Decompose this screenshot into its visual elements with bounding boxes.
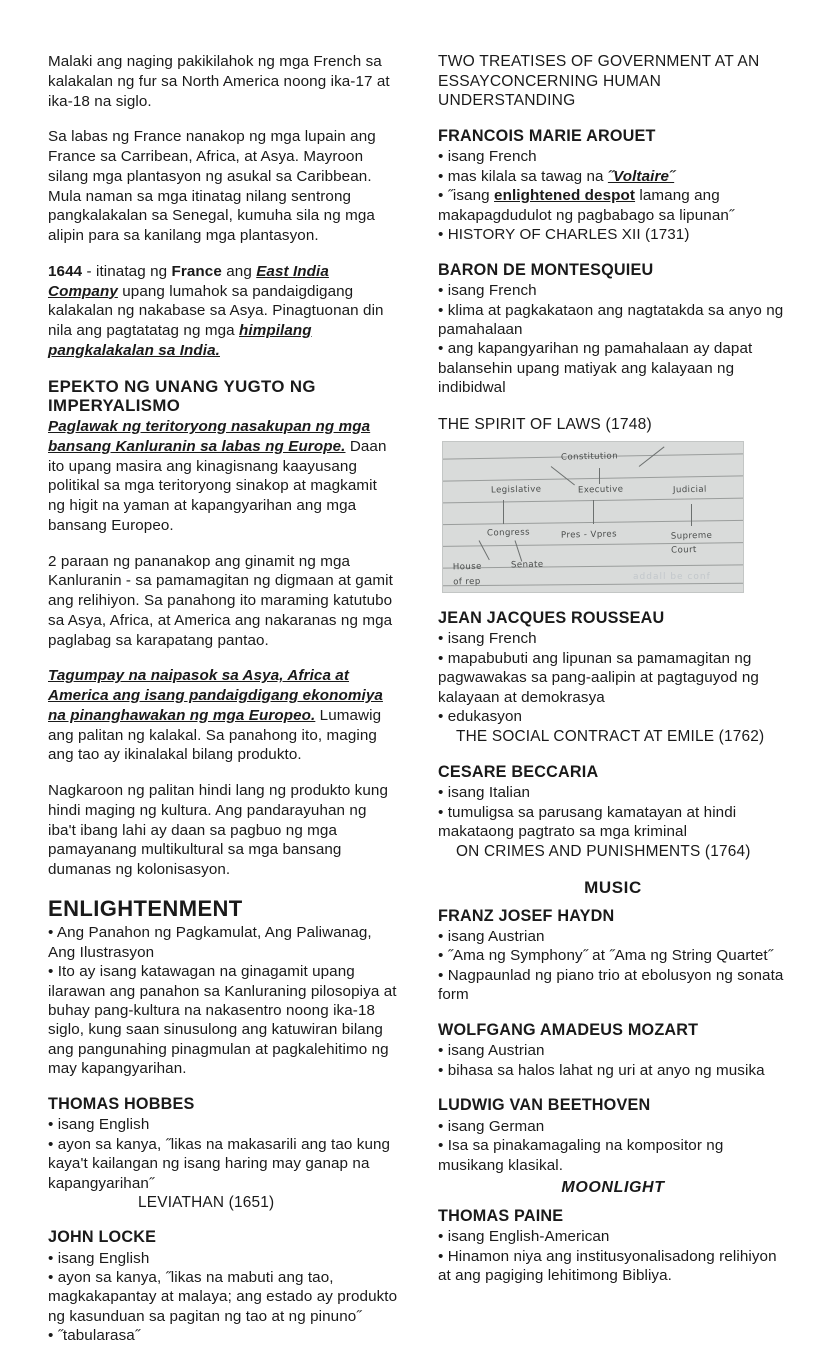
bullet-haydn-piano-trio: • Nagpaunlad ng piano trio at ebolusyon ng sonata form: [438, 966, 784, 1004]
bullet-mozart-nationality: • isang Austrian: [438, 1042, 545, 1060]
work-social-contract-emile: THE SOCIAL CONTRACT AT EMILE (1762): [456, 727, 765, 745]
bullet-paine-religion: • Hinamon niya ang institusyonalisadong relihiyon at ang pagiging lehitimong Bibliya.: [438, 1247, 777, 1285]
term-east-india-company: East India Company: [48, 262, 329, 300]
handwritten-government-diagram-image: [442, 441, 744, 593]
two-column-layout: [48, 52, 784, 1346]
bullet-beethoven-composer: • Isa sa pinakamagaling na kompositor ng musikang klasikal.: [438, 1137, 724, 1174]
bullet-beccaria-nationality: • isang Italian: [438, 784, 531, 802]
bullet-haydn-nationality: • isang Austrian: [438, 928, 545, 946]
text-upang-lumahok: upang lumahok sa pandaigdigang kalakalan ng nakabase sa Asya. Pinagtuonan din nila ang pagtatatag ng mga: [48, 282, 384, 339]
bullet-locke-nationality: • isang English: [48, 1249, 150, 1267]
bullet-hobbes-nationality: • isang English: [48, 1116, 150, 1134]
diagram-node-judicial: Judicial: [672, 484, 707, 496]
paragraph-dalawang-paraan: 2 paraan ng pananakop ang ginamit ng mga Kanluranin - sa pamamagitan ng digmaan at gamit ang relihiyon. Sa panahong ito maraming katutubo sa Asya, Africa, at America ang nakaranas ng mga paglabag sa karapatang pantao.: [48, 552, 393, 649]
bullet-voltaire-work: • HISTORY OF CHARLES XII (1731): [438, 226, 690, 244]
heading-thomas-hobbes: THOMAS HOBBES: [48, 1094, 195, 1113]
bullet-rousseau-education: • edukasyon: [438, 708, 523, 726]
paragraph-french-colonies: Sa labas ng France nanakop ng mga lupain ang France sa Carribean, Africa, at Asya. Mayroon silang mga plantasyon ng asukal sa Caribbean. Mula naman sa mga itinatag nilang sentrong pangkalakalan sa Senegal, kumuha sila ng mga alipin para sa kanilang mga plantasyon.: [48, 128, 376, 244]
bullet-voltaire-alias: [438, 167, 788, 186]
bullet-rousseau-society: • mapabubuti ang lipunan sa pamamagitan ng pagwawakas sa pang-aalipin at pagtaguyod ng kalayaan at demokrasya: [438, 649, 759, 706]
bullet-voltaire-quote: [438, 186, 788, 225]
heading-jean-jacques-rousseau: JEAN JACQUES ROUSSEAU: [438, 609, 665, 628]
heading-thomas-paine: THOMAS PAINE: [438, 1206, 564, 1225]
work-leviathan: LEVIATHAN (1651): [138, 1194, 275, 1212]
country-france: France: [171, 262, 222, 280]
bullet-haydn-titles: • ˝Ama ng Symphony˝ at ˝Ama ng String Quartet˝: [438, 947, 773, 965]
text-daan-ito: Daan ito upang masira ang kinagisnang kaayusang politikal sa mga teritoryong sinakop at magkamit ng higit na yaman at kapangyarihan ang mga bansang Europeo.: [48, 437, 387, 534]
paragraph-french-fur-trade: Malaki ang naging pakikilahok ng mga French sa kalakalan ng fur sa North America noong ika-17 at ika-18 na siglo.: [48, 53, 390, 110]
connector-line: [593, 500, 594, 524]
bullet-voltaire-nationality: • isang French: [438, 148, 537, 166]
bullet-rousseau-nationality: • isang French: [438, 630, 537, 648]
text-lamang-ang: lamang ang makapagdudulot ng pagbabago sa lipunan˝: [438, 187, 735, 224]
diagram-node-legislative: Legislative: [490, 484, 542, 496]
text-ang: ang: [221, 262, 257, 280]
works-two-treatises: TWO TREATISES OF GOVERNMENT AT AN ESSAYCONCERNING HUMAN UNDERSTANDING: [438, 53, 760, 110]
bullet-montesquieu-balance: • ang kapangyarihan ng pamahalaan ay dapat balansehin upang matiyak ang kalayaan ng indibidwal: [438, 340, 753, 397]
heading-cesare-beccaria: CESARE BECCARIA: [438, 762, 599, 781]
bullet-montesquieu-climate: • klima at pagkakataon ang nagtatakda sa anyo ng pamahalaan: [438, 301, 784, 338]
paragraph-tagumpay-ekonomiya: [48, 666, 398, 765]
text-isang: • ˝isang: [438, 187, 495, 205]
paragraph-1644-east-india-company: [48, 262, 398, 361]
work-moonlight: MOONLIGHT: [561, 1178, 665, 1196]
faint-bleedthrough-text: [503, 444, 507, 454]
heading-epekto-imperyalismo: EPEKTO NG UNANG YUGTO NG IMPERYALISMO: [48, 376, 316, 415]
diagram-node-executive: Executive: [577, 484, 624, 496]
heading-baron-de-montesquieu: BARON DE MONTESQUIEU: [438, 260, 654, 279]
heading-enlightenment: ENLIGHTENMENT: [48, 895, 243, 921]
heading-francois-marie-arouet: FRANCOIS MARIE AROUET: [438, 126, 656, 145]
bullet-beccaria-death-penalty: • tumuligsa sa parusang kamatayan at hindi makataong pagtrato sa mga kriminal: [438, 803, 737, 841]
emphasis-paglawak: Paglawak ng teritoryong nasakupan ng mga bansang Kanluranin sa labas ng Europe.: [48, 418, 371, 455]
connector-line: [691, 504, 692, 526]
connector-line: [599, 468, 600, 484]
bullet-enlightenment-names: • Ang Panahon ng Pagkamulat, Ang Paliwanag, Ang Ilustrasyon: [48, 924, 372, 961]
heading-ludwig-van-beethoven: LUDWIG VAN BEETHOVEN: [438, 1096, 651, 1115]
emphasis-tagumpay: Tagumpay na naipasok sa Asya, Africa at America ang isang pandaigdigang ekonomiya na pinanghawakan ng mga Europeo.: [48, 667, 383, 724]
bullet-mozart-versatility: • bihasa sa halos lahat ng uri at anyo ng musika: [438, 1061, 765, 1079]
heading-franz-josef-haydn: FRANZ JOSEF HAYDN: [438, 906, 615, 925]
work-on-crimes-and-punishments: ON CRIMES AND PUNISHMENTS (1764): [456, 842, 751, 860]
bullet-enlightenment-definition: • Ito ay isang katawagan na ginagamit upang ilarawan ang panahon sa Kanluraning pilosopiya at buhay pang-kultura na nakasentro noong ika-18 siglo, kung saan sinusulong ang katuwiran bilang ang pangunahing pinagmulan at pagkalehitimo ng may kapangyarihan.: [48, 963, 397, 1078]
bullet-locke-quote: • ayon sa kanya, ˝likas na mabuti ang tao, magkakapantay at malaya; ang estado ay produkto ng kasunduan sa pagitan ng tao at ng pinuno˝: [48, 1268, 398, 1325]
diagram-node-supreme-court: Supreme Court: [670, 530, 713, 556]
text-lumawig: Lumawig ang palitan ng kalakal. Sa panahong ito, maging ang tao ay ikinalakal bilang produkto.: [48, 706, 382, 764]
term-enlightened-despot: enlightened despot: [494, 187, 636, 205]
bullet-paine-nationality: • isang English-American: [438, 1228, 610, 1246]
diagram-node-congress: Congress: [486, 527, 531, 539]
work-spirit-of-laws: THE SPIRIT OF LAWS (1748): [438, 415, 652, 433]
text-mas-kilala: • mas kilala sa tawag na: [438, 167, 608, 185]
right-column: [438, 52, 788, 1286]
faint-bleedthrough-text: addall be conf: [633, 572, 711, 583]
diagram-node-house-of-rep: House of rep: [452, 561, 482, 588]
text-itinatag: - itinatag ng: [82, 262, 172, 280]
left-column: [48, 52, 398, 1346]
connector-line: [503, 500, 504, 524]
diagram-node-senate: Senate: [510, 559, 544, 571]
bullet-hobbes-quote: • ayon sa kanya, ˝likas na makasarili ang tao kung kaya't kailangan ng isang haring may ganap na kapangyarihan˝: [48, 1135, 391, 1192]
alias-voltaire: ˝Voltaire˝: [607, 167, 675, 185]
heading-wolfgang-amadeus-mozart: WOLFGANG AMADEUS MOZART: [438, 1020, 699, 1039]
year-1644: 1644: [48, 262, 83, 280]
heading-john-locke: JOHN LOCKE: [48, 1228, 157, 1247]
diagram-node-president-vpresident: Pres - Vpres: [560, 529, 618, 541]
bullet-locke-tabularasa: • ˝tabularasa˝: [48, 1327, 140, 1345]
paragraph-paglawak-teritoryo: [48, 417, 398, 536]
paragraph-palitan-kultura: Nagkaroon ng palitan hindi lang ng produkto kung hindi maging ng kultura. Ang pandarayuhan ng iba't ibang lahi ay daan sa pagbuo ng mga pamayanang multikultural sa mga bansang dumanas ng kolonisasyon.: [48, 782, 389, 879]
heading-music: MUSIC: [584, 877, 642, 897]
bullet-beethoven-nationality: • isang German: [438, 1117, 545, 1135]
diagram-node-constitution: Constitution: [560, 451, 619, 463]
bullet-montesquieu-nationality: • isang French: [438, 282, 537, 300]
term-himpilang-pangkalakalan: himpilang pangkalakalan sa India.: [48, 322, 312, 359]
